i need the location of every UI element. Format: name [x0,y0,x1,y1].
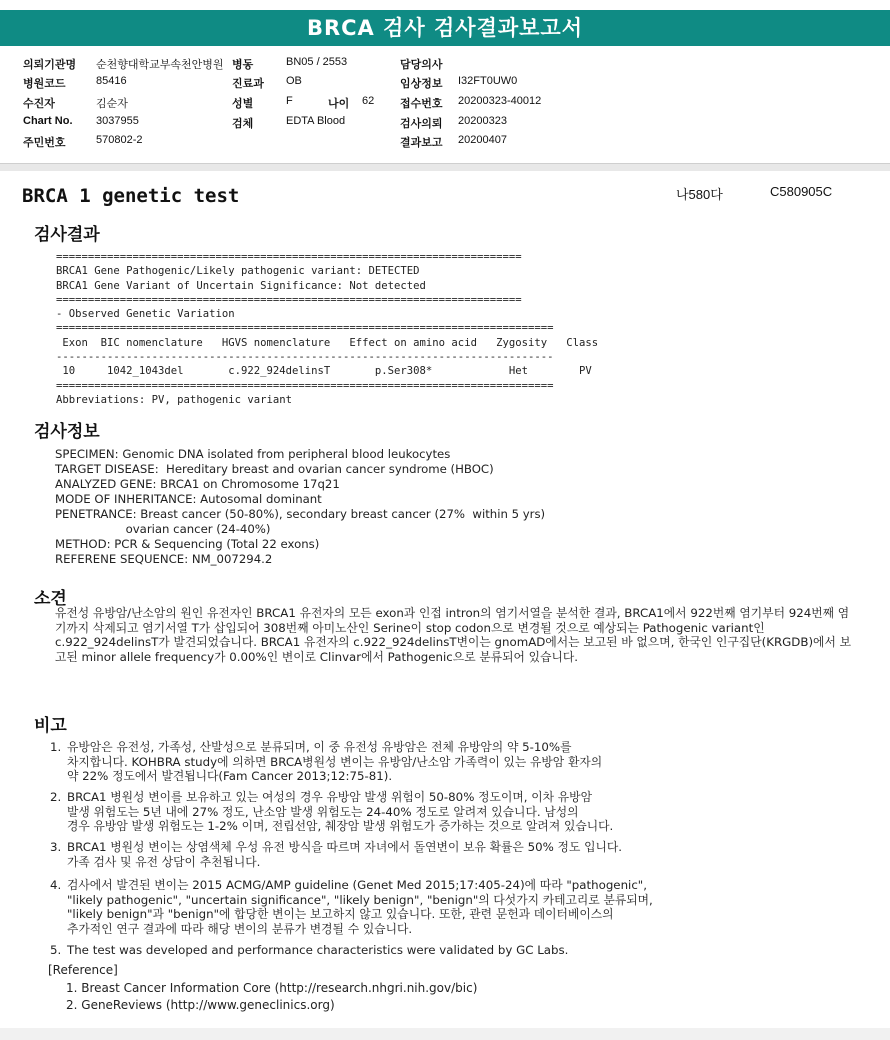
sex-label: 성별 [232,98,254,110]
section-divider [0,163,890,171]
ssn-value: 570802-2 [96,134,143,146]
specimen-value: EDTA Blood [286,115,346,127]
note-number: 2. [50,790,62,804]
note-number: 4. [50,878,62,892]
report-date-label: 결과보고 [400,137,443,149]
reference-item: 2. GeneReviews (http://www.geneclinics.org) [66,998,335,1012]
note-number: 3. [50,840,62,854]
report-date-value: 20200407 [458,134,507,146]
ssn-label: 주민번호 [23,137,66,149]
hospital-label: 의뢰기관명 [23,59,77,71]
clinical-value: I32FT0UW0 [458,75,518,87]
chart-value: 3037955 [96,115,139,127]
result-heading: 검사결과 [34,225,100,245]
ward-label: 병동 [232,59,254,71]
sex-value: F [286,95,293,107]
note-item [50,943,860,958]
opinion-heading: 소견 [34,589,67,609]
remarks-heading: 비고 [34,716,67,736]
note-text: BRCA1 병원성 변이는 상염색체 우성 유전 방식을 따르며 자녀에서 돌연변이 보유 확률은 50% 정도 입니다. 가족 검사 및 유전 상담이 추천됩니다. [67,840,623,869]
note-text: 유방암은 유전성, 가족성, 산발성으로 분류되며, 이 중 유전성 유방암은 전체 유방암의 약 5-10%를 차지합니다. KOHBRA study에 의하면 BRCA병원성 변이는 유방암/난소암 가족력이 있는 유방암 환자의 약 22% 정도에서 발견됩니다(Fam Cancer 2013;12:75-81). [67,740,603,783]
code-value: 85416 [96,75,127,87]
info-block: SPECIMEN: Genomic DNA isolated from peripheral blood leukocytes TARGET DISEASE: Hereditary breast and ovarian cancer syndrome (HBOC) ANALYZED GENE: BRCA1 on Chromosome 17q21 MODE OF INHERITANCE: Autosomal dominant PENETRANCE: Breast cancer (50-80%), secondary breast cancer (27% within 5 yrs) ovarian cancer (24-40%) METHOD: PCR & Sequencing (Total 22 exons) REFERENE SEQUENCE: NM_007294.2 [55,447,546,566]
dept-label: 진료과 [232,78,264,90]
note-text: The test was developed and performance characteristics were validated by GC Labs. [67,943,569,957]
note-number: 1. [50,740,62,754]
clinical-label: 임상정보 [400,78,443,90]
info-heading: 검사정보 [34,422,100,442]
note-text: 검사에서 발견된 변이는 2015 ACMG/AMP guideline (Genet Med 2015;17:405-24)에 따라 "pathogenic", "likely pathogenic", "uncertain significance", "likely benign", "benign"의 다섯가지 카테고리로 분류되며, "likely benign"과 "benign"에 합당한 변이는 보고하지 않고 있습니다. 또한, 관련 문헌과 데이터베이스의 추가적인 연구 결과에 따라 해당 변이의 분류가 변경될 수 있습니다. [67,878,653,936]
result-block: ========================================================================= BRCA1 Gene Pathogenic/Likely pathogenic variant: DETECTED BRCA1 Gene Variant of Uncertain Significance: Not detected ========================================================================= - Observed Genetic Variation ============================================================================== Exon BIC nomenclature HGVS nomenclature Effect on amino acid Zygosity Class ------------------------------------------------------------------------------ 10 1042_1043del c.922_924delinsT p.Ser308* Het PV ============================================================================== Abbreviations: PV, pathogenic variant [56,251,599,406]
dept-value: OB [286,75,302,87]
note-text: BRCA1 병원성 변이를 보유하고 있는 여성의 경우 유방암 발생 위험이 50-80% 정도이며, 이차 유방암 발생 위험도는 5년 내에 27% 정도, 난소암 발생 위험도는 24-40% 정도로 알려져 있습니다. 남성의 경우 유방암 발생 위험도는 1-2% 이며, 전립선암, 췌장암 발생 위험도가 증가하는 것으로 알려져 있습니다. [67,790,614,833]
hospital-value: 순천향대학교부속천안병원 [96,59,224,71]
opinion-text: 유전성 유방암/난소암의 원인 유전자인 BRCA1 유전자의 모든 exon과 인접 intron의 염기서열을 분석한 결과, BRCA1에서 922번째 염기부터 924번째 염기까지 삭제되고 염기서열 T가 삽입되어 308번째 아미노산인 Serine이 stop codon으로 변경될 것으로 예상되는 Pathogenic variant인 c.922_924delinsT가 발견되었습니다. BRCA1 유전자의 c.922_924delinsT변이는 gnomAD에서는 보고된 바 없으며, 한국인 인구집단(KRGDB)에서 보고된 minor allele frequency가 0.00%인 변이로 Clinvar에서 Pathogenic으로 분류되어 있습니다. [55,606,851,664]
accession-label: 접수번호 [400,98,443,110]
age-label: 나이 [328,98,350,110]
page-footer-strip [0,1028,890,1040]
test-title: BRCA 1 genetic test [22,185,240,207]
report-code-2: C580905C [770,184,833,199]
name-value: 김순자 [96,98,128,110]
note-item [50,790,860,834]
specimen-label: 검체 [232,118,254,130]
note-number: 5. [50,943,62,957]
report-title: BRCA 검사 검사결과보고서 [0,10,890,46]
reference-item: 1. Breast Cancer Information Core (http://research.nhgri.nih.gov/bic) [66,981,478,995]
note-item [50,840,860,869]
note-item [50,740,860,784]
code-label: 병원코드 [23,78,66,90]
age-value: 62 [362,95,375,107]
doctor-label: 담당의사 [400,59,443,71]
request-value: 20200323 [458,115,507,127]
chart-label: Chart No. [23,115,73,127]
note-item [50,878,860,936]
reference-label: [Reference] [48,963,118,977]
ward-value: BN05 / 2553 [286,56,348,68]
accession-value: 20200323-40012 [458,95,542,107]
request-label: 검사의뢰 [400,118,443,130]
report-code-1: 나580다 [676,187,723,202]
name-label: 수진자 [23,98,55,110]
